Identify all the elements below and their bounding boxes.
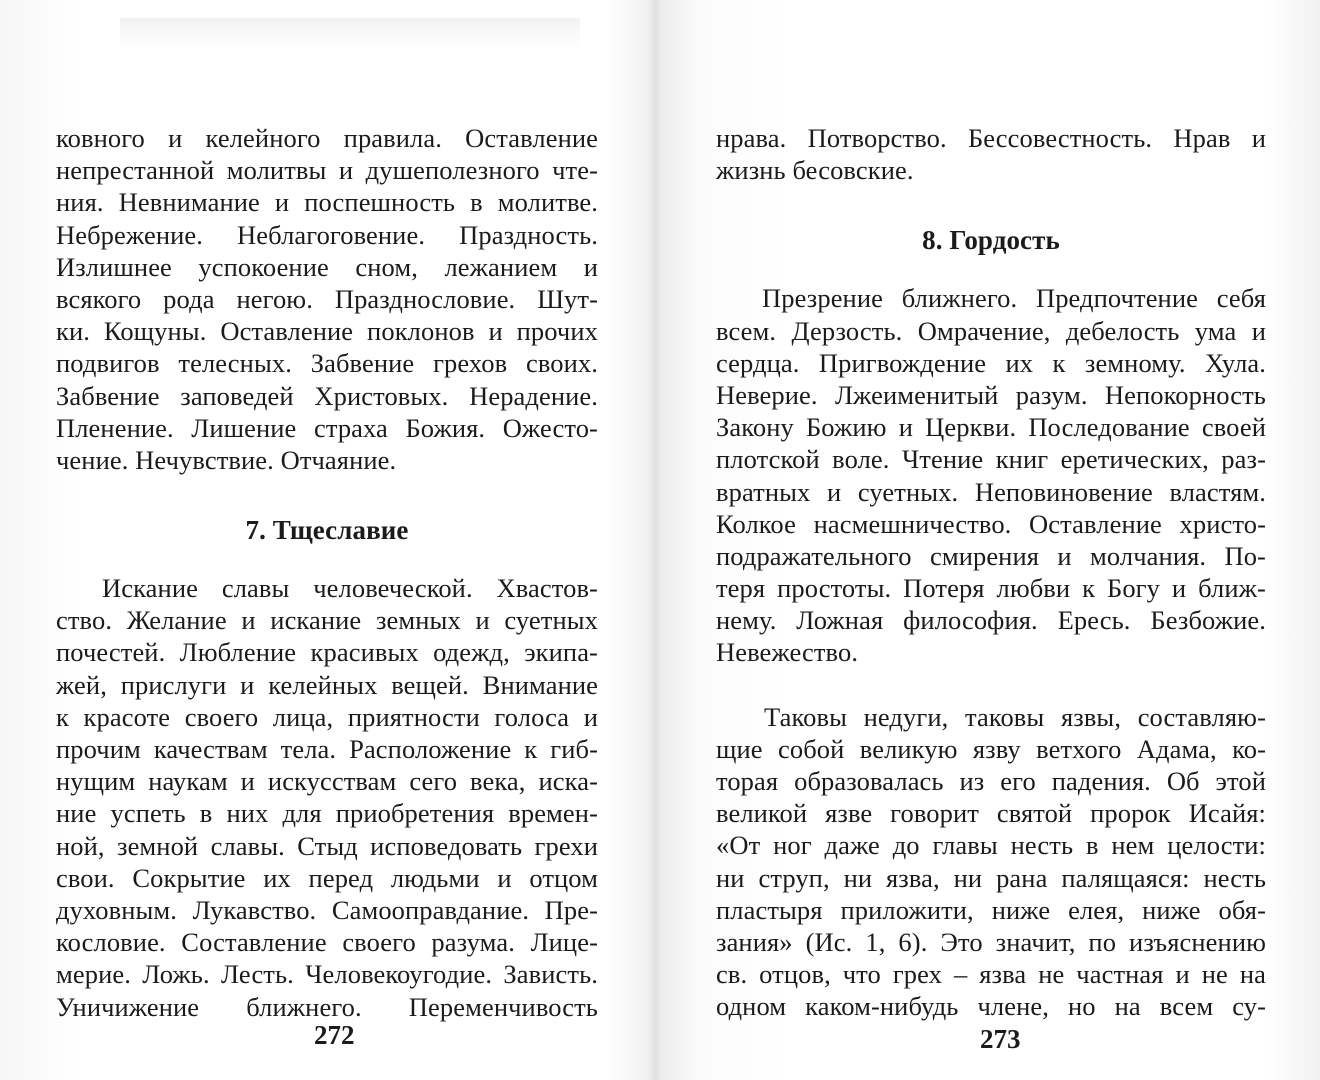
text-line: Неверие. Лжеименитый разум. Непокорность <box>716 379 1266 410</box>
text-line: великой язве говорит святой пророк Исайя: <box>716 798 1266 829</box>
text-line: ковного и келейного правила. Оставление <box>56 123 598 153</box>
text-line: жей, прислуги и келейных вещей. Внимание <box>56 669 598 700</box>
text-line: щие собой великую язву ветхого Адама, ко- <box>716 733 1266 764</box>
text-line: всем. Дерзость. Омрачение, дебелость ума и <box>716 315 1266 346</box>
text-line: «От ног даже до главы несть в нем целости: <box>716 830 1266 861</box>
text-line: почестей. Любление красивых одежд, экипа- <box>56 637 598 668</box>
spacer <box>716 186 1266 224</box>
text-line: прочим качествам тела. Расположение к гиб- <box>56 734 598 764</box>
text-line: Излишнее успокоение сном, лежанием и <box>56 251 598 282</box>
text-line: мерие. Ложь. Лесть. Человекоугодие. Зависть. <box>56 959 598 990</box>
text-line: ство. Желание и искание земных и суетных <box>56 605 598 636</box>
section-heading-pride: 8. Гордость <box>922 225 1060 256</box>
text-line: Таковы недуги, таковы язвы, составляю- <box>764 701 1266 732</box>
text-line: теря простоты. Потеря любви к Богу и ближ- <box>716 573 1266 604</box>
text-line: чение. Нечувствие. Отчаяние. <box>56 444 397 475</box>
text-line: непрестанной молитвы и душеполезного чте- <box>56 155 598 186</box>
text-line: вратных и суетных. Неповиновение властям. <box>716 476 1266 507</box>
text-line: кословие. Составление своего разума. Лице- <box>56 927 598 958</box>
text-line: Закону Божию и Церкви. Последование своей <box>716 412 1266 443</box>
text-line: нущим наукам и искусствам сего века, иска- <box>56 766 598 797</box>
text-line: нему. Ложная философия. Ересь. Безбожие. <box>716 605 1266 636</box>
text-line: св. отцов, что грех – язва не частная и не на <box>716 959 1266 990</box>
text-line: зания» (Ис. 1, 6). Это значит, по изъяснению <box>716 926 1266 957</box>
text-line: Презрение ближнего. Предпочтение себя <box>762 283 1266 314</box>
text-line: плотской воле. Чтение книг еретических, раз- <box>716 444 1266 475</box>
text-line: жизнь бесовские. <box>716 155 914 186</box>
text-line: пластыря приложити, ниже елея, ниже обя- <box>716 894 1266 925</box>
right-page <box>660 0 1320 1080</box>
spacer <box>716 256 1266 282</box>
text-line: одном каком-нибудь члене, но на всем су- <box>716 991 1266 1022</box>
section-heading-vainglory: 7. Тщеславие <box>245 515 409 546</box>
text-line: Искание славы человеческой. Хвастов- <box>102 573 598 604</box>
text-line: ние успеть в них для приобретения времен- <box>56 798 598 829</box>
page-number-left: 272 <box>314 1020 355 1050</box>
left-page-text <box>56 122 598 1023</box>
text-line: ния. Невнимание и поспешность в молитве. <box>56 187 598 218</box>
text-line: Невежество. <box>716 637 859 668</box>
spacer <box>56 476 598 514</box>
text-line: ни струп, ни язва, ни рана палящаяся: несть <box>716 862 1266 893</box>
text-line: подражательного смирения и молчания. По- <box>716 540 1266 571</box>
left-page <box>0 0 650 1080</box>
text-line: духовным. Лукавство. Самооправдание. Пре- <box>56 894 598 925</box>
text-line: ки. Кощуны. Оставление поклонов и прочих <box>56 316 598 347</box>
text-line: подвигов телесных. Забвение грехов своих. <box>56 348 598 379</box>
right-page-text <box>716 122 1266 1023</box>
text-line: сердца. Пригвождение их к земному. Хула. <box>716 347 1266 378</box>
text-line: Забвение заповедей Христовых. Нерадение. <box>56 380 598 411</box>
text-line: свои. Сокрытие их перед людьми и отцом <box>56 862 598 893</box>
spacer <box>716 669 1266 701</box>
text-line: всякого рода негою. Празднословие. Шут- <box>56 283 598 314</box>
text-line: Небрежение. Неблагоговение. Праздность. <box>56 219 598 250</box>
text-line: торая образовалась из его падения. Об этой <box>716 766 1266 796</box>
page-number-right: 273 <box>980 1024 1021 1054</box>
text-line: Уничижение ближнего. Переменчивость <box>56 991 598 1022</box>
spacer <box>56 546 598 572</box>
text-line: Колкое насмешничество. Оставление христо- <box>716 508 1266 539</box>
text-line: ной, земной славы. Стыд исповедовать грехи <box>56 830 598 861</box>
text-line: к красоте своего лица, приятности голоса и <box>56 701 598 732</box>
text-line: нрава. Потворство. Бессовестность. Нрав и <box>716 123 1266 153</box>
text-line: Пленение. Лишение страха Божия. Ожесто- <box>56 412 598 443</box>
